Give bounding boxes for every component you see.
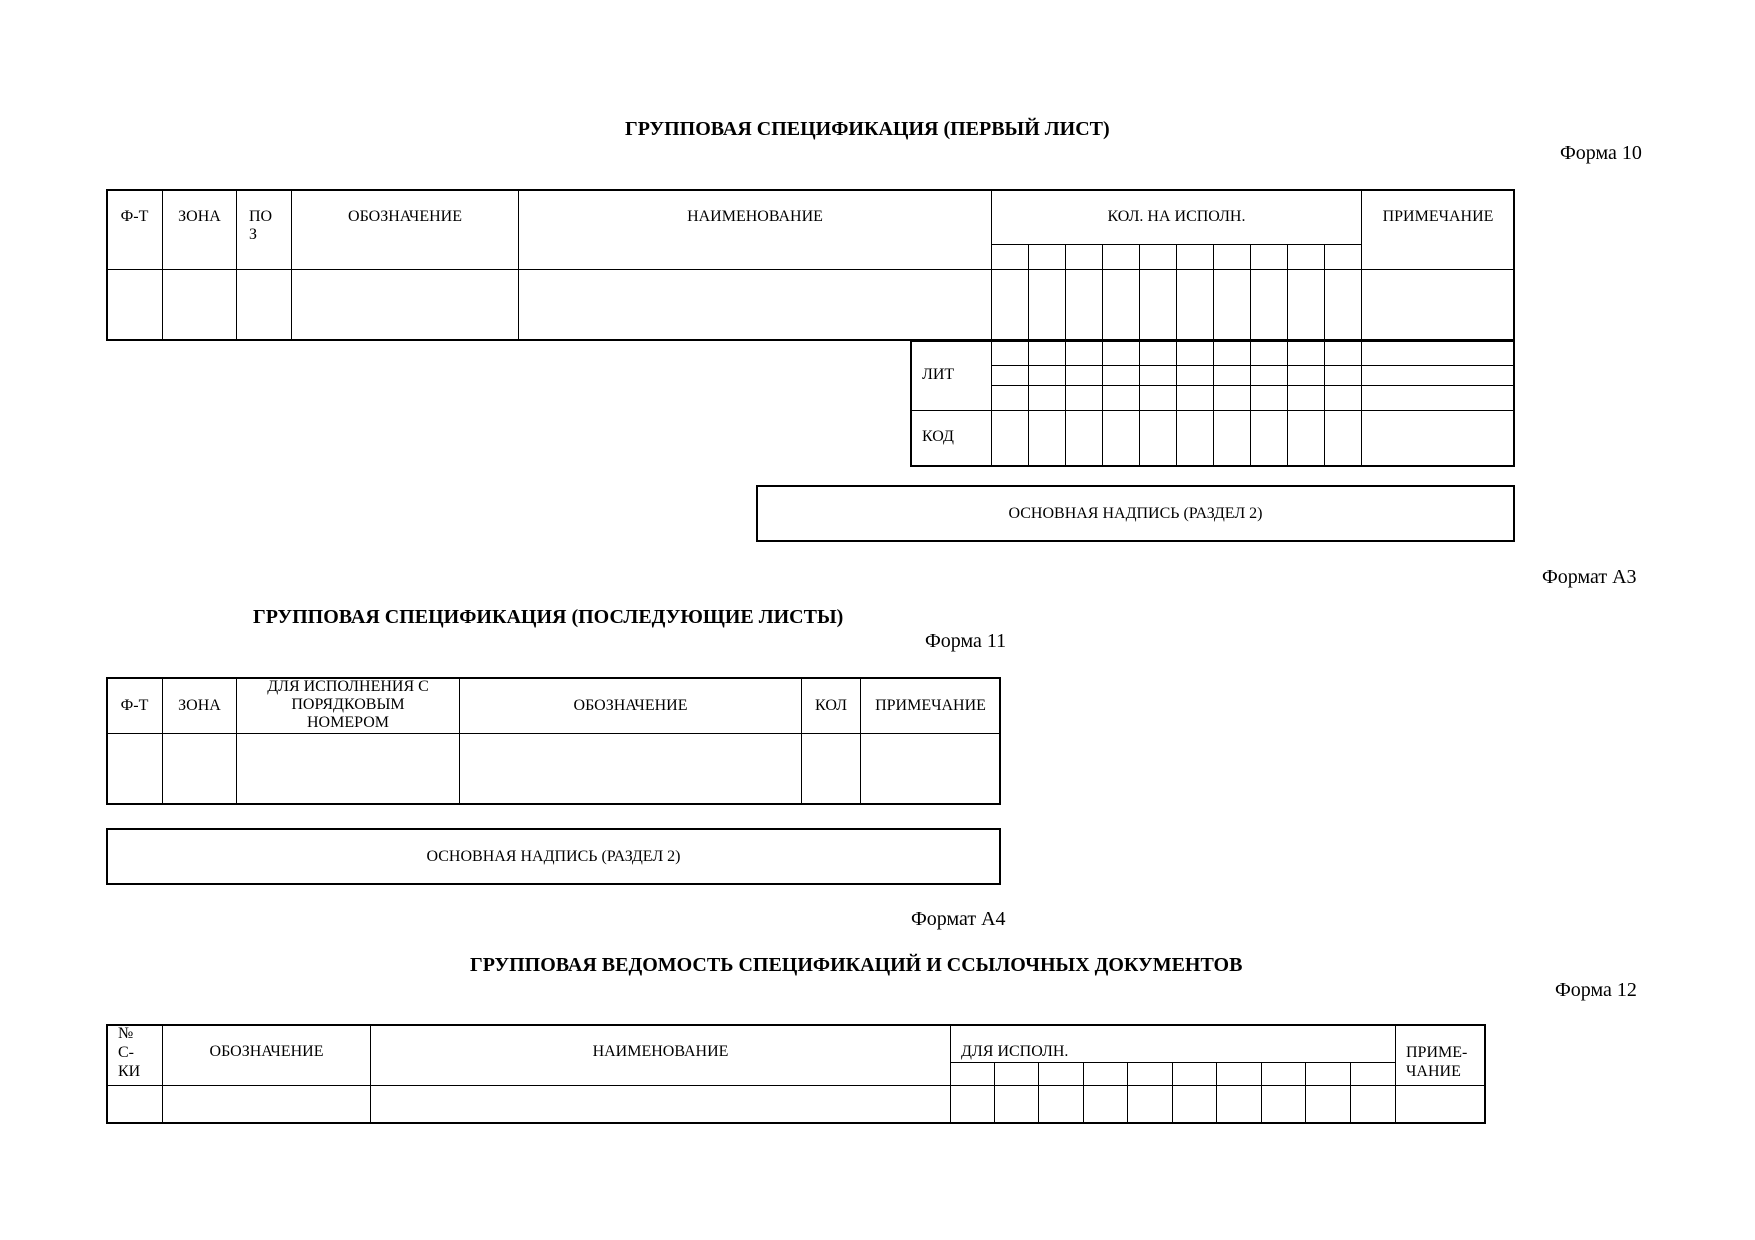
form11-title: ГРУППОВАЯ СПЕЦИФИКАЦИЯ (ПОСЛЕДУЮЩИЕ ЛИСТЫ) <box>253 606 844 628</box>
form11-form-label: Форма 11 <box>925 630 1007 652</box>
form10-header-zona: ЗОНА <box>178 208 221 225</box>
form11-header-oboznachenie: ОБОЗНАЧЕНИЕ <box>573 697 688 714</box>
form12-header-prim-line1: ПРИМЕ- <box>1406 1044 1468 1061</box>
form10-header-ft: Ф-Т <box>120 208 149 225</box>
form10-header-poz-line1: ПО <box>249 208 273 225</box>
form11-header-zona: ЗОНА <box>178 697 221 714</box>
form11-format: Формат А4 <box>911 908 1006 930</box>
form11-header-ispoln-line3: НОМЕРОМ <box>307 714 389 731</box>
form12-title: ГРУППОВАЯ ВЕДОМОСТЬ СПЕЦИФИКАЦИЙ И ССЫЛОЧНЫХ ДОКУМЕНТОВ <box>470 954 1243 976</box>
form12-header-naimenovanie: НАИМЕНОВАНИЕ <box>592 1043 729 1060</box>
form12-header-nski-line3: КИ <box>118 1063 141 1080</box>
form11-header-ispoln-line1: ДЛЯ ИСПОЛНЕНИЯ С <box>267 678 429 695</box>
form12-header-oboznachenie: ОБОЗНАЧЕНИЕ <box>209 1043 324 1060</box>
form10-title: ГРУППОВАЯ СПЕЦИФИКАЦИЯ (ПЕРВЫЙ ЛИСТ) <box>625 118 1110 140</box>
form12-form-label: Форма 12 <box>1555 979 1637 1001</box>
form12-header-nski-line1: № <box>118 1025 134 1042</box>
form10-stamp-label: ОСНОВНАЯ НАДПИСЬ (РАЗДЕЛ 2) <box>1008 505 1263 522</box>
form11-stamp-label: ОСНОВНАЯ НАДПИСЬ (РАЗДЕЛ 2) <box>426 848 681 865</box>
form10-kod-label: КОД <box>922 428 954 445</box>
form10-header-oboznachenie: ОБОЗНАЧЕНИЕ <box>348 208 462 225</box>
form10-stamp <box>756 485 1515 542</box>
form10-header-kol: КОЛ. НА ИСПОЛН. <box>1107 208 1246 225</box>
form11-stamp <box>106 828 1001 885</box>
form10-format: Формат А3 <box>1542 566 1637 588</box>
form11-header-kol: КОЛ <box>815 697 847 714</box>
form11-header-primechanie: ПРИМЕЧАНИЕ <box>875 697 986 714</box>
form12-header-prim-line2: ЧАНИЕ <box>1406 1063 1461 1080</box>
form10-lit-label: ЛИТ <box>922 366 955 383</box>
form12-header-ispoln: ДЛЯ ИСПОЛН. <box>961 1043 1069 1060</box>
form12-header-nski-line2: С- <box>118 1044 134 1061</box>
form10-header-poz-line2: З <box>249 226 258 243</box>
form11-header-ispoln-line2: ПОРЯДКОВЫМ <box>291 696 405 713</box>
form10-header-primechanie: ПРИМЕЧАНИЕ <box>1382 208 1494 225</box>
form10-form-label: Форма 10 <box>1560 142 1642 164</box>
form10-header-naimenovanie: НАИМЕНОВАНИЕ <box>687 208 823 225</box>
form11-header-ft: Ф-Т <box>120 697 149 714</box>
